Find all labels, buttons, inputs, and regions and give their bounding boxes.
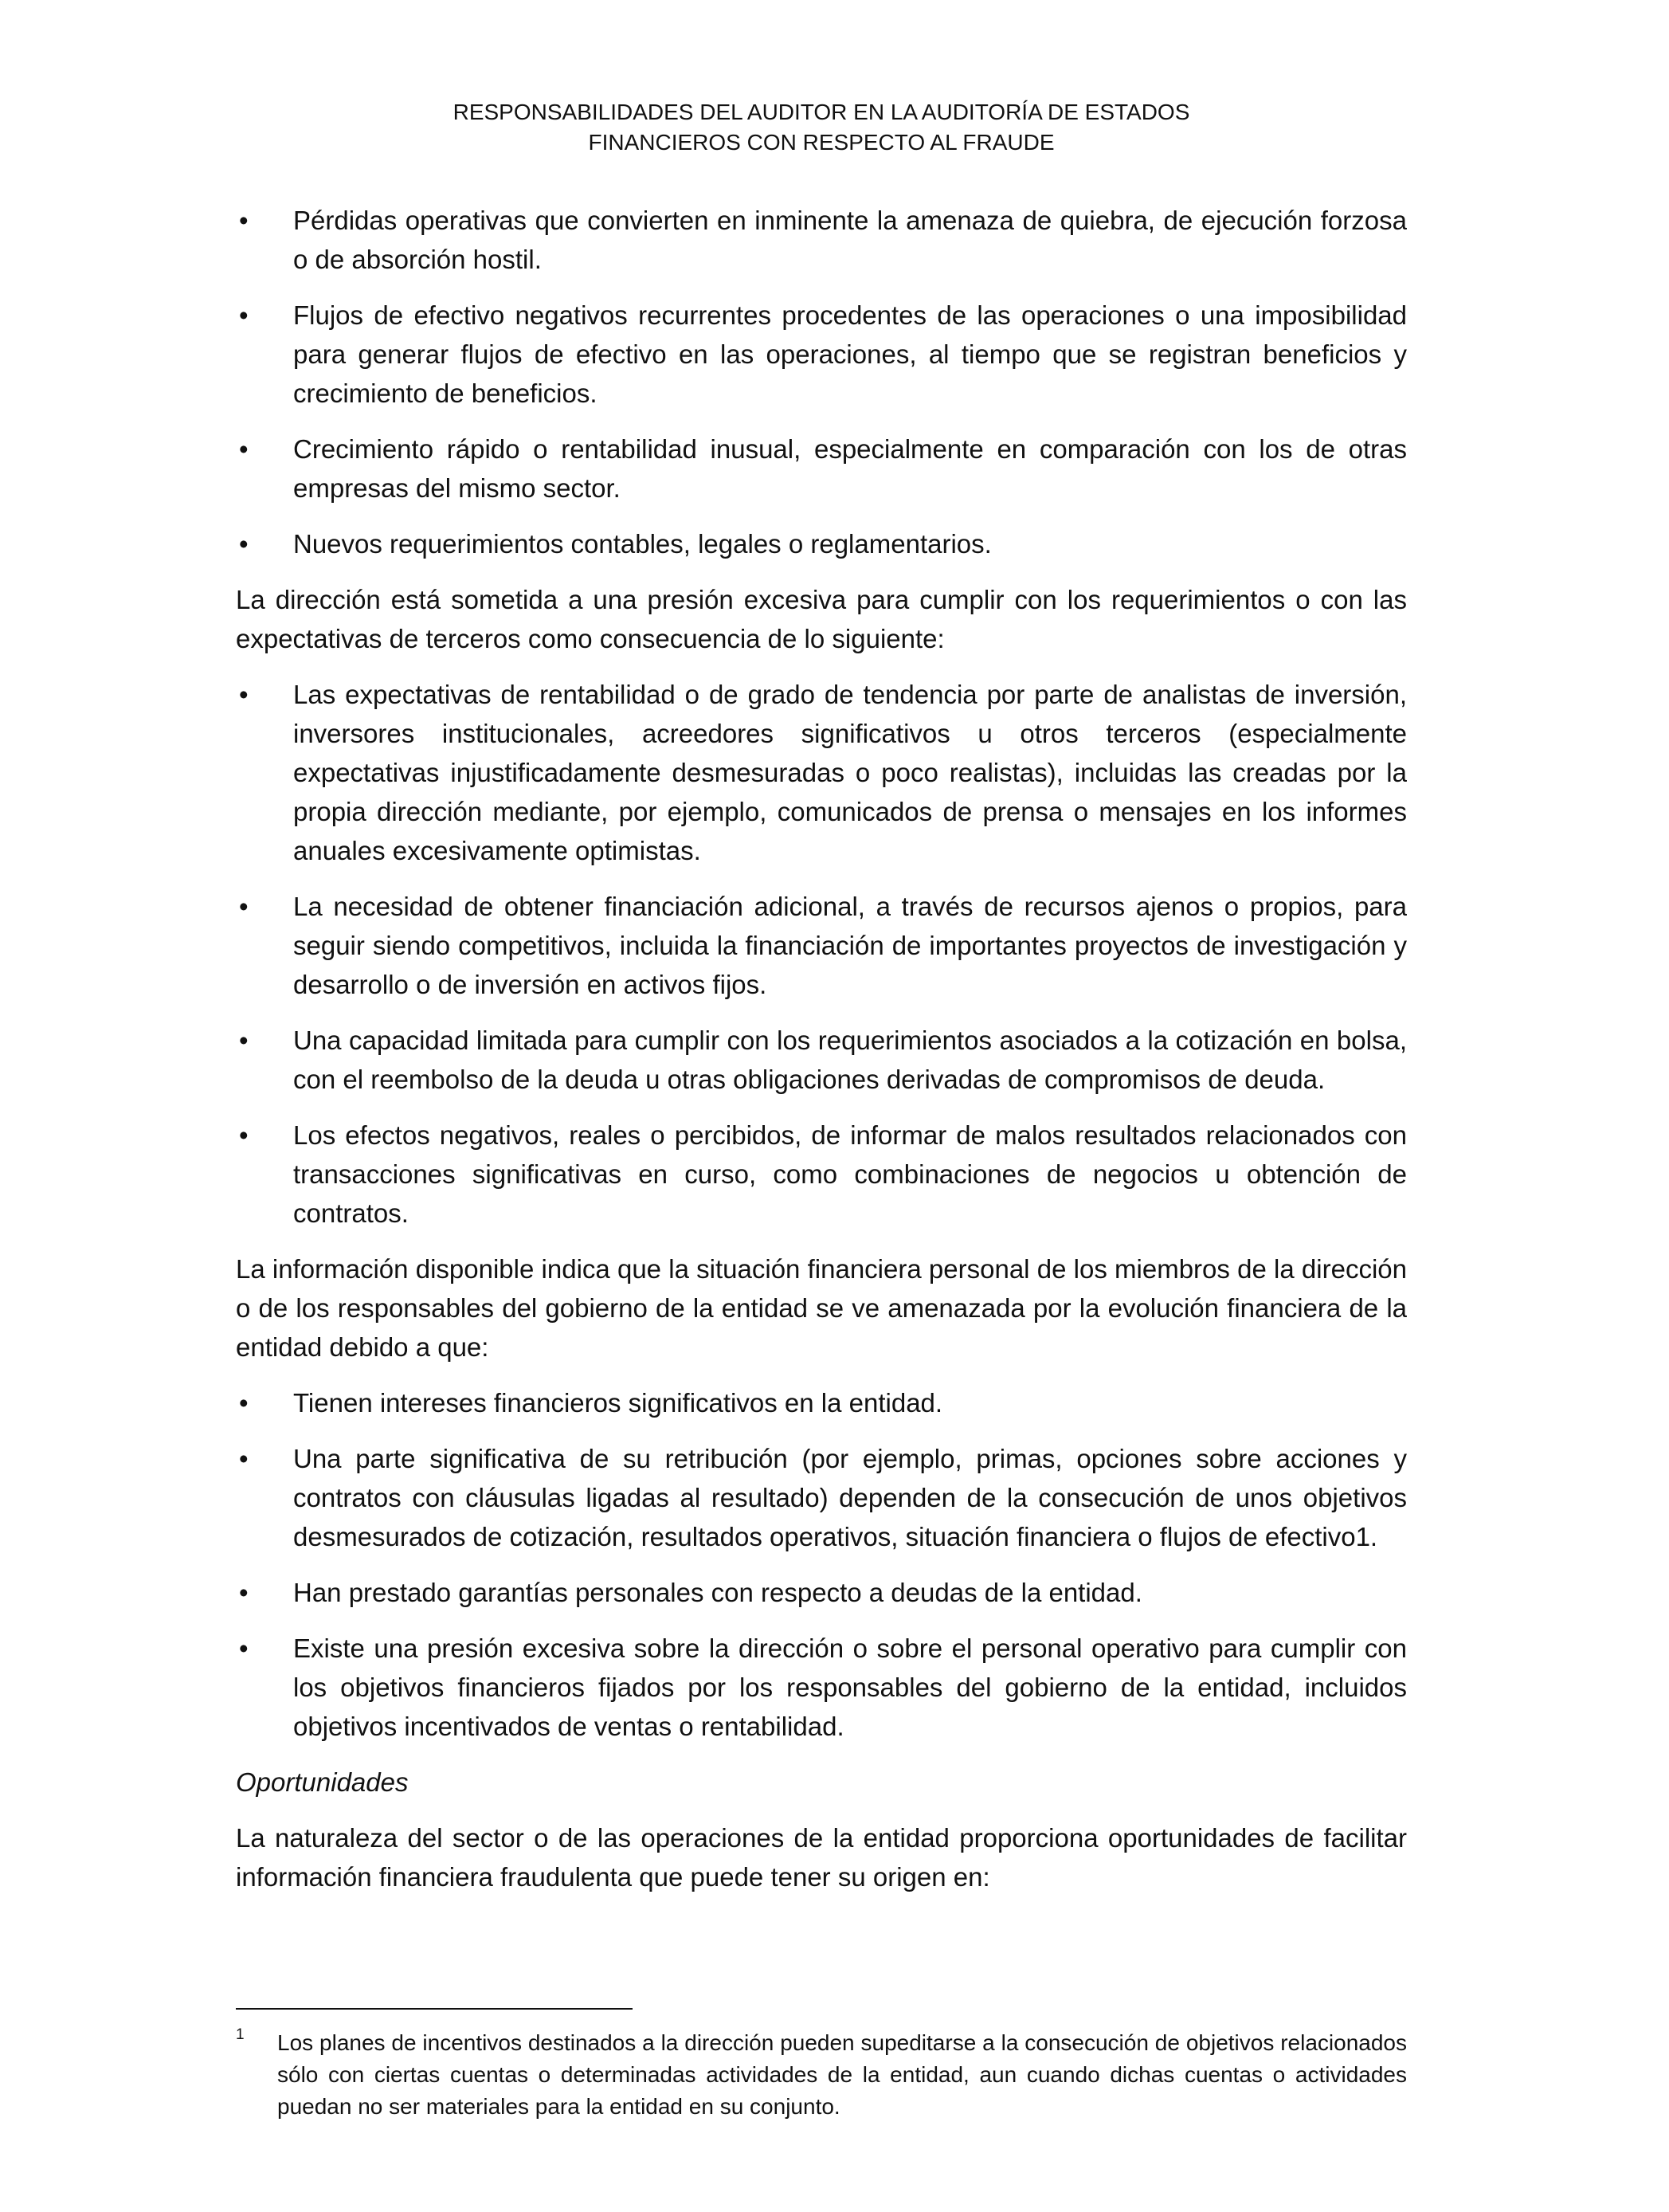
- footnote-text: Los planes de incentivos destinados a la dirección pueden supeditarse a la consecución de objetivos relacionados sólo con ciertas cuentas o determinadas actividades de la entidad, aun cuando dichas cuentas o actividades puedan no ser materiales para la entidad en su conjunto.: [277, 2030, 1407, 2119]
- list-item-text: Crecimiento rápido o rentabilidad inusual, especialmente en comparación con los de otras empresas del mismo sector.: [293, 434, 1407, 503]
- bullet-icon: •: [239, 1444, 249, 1473]
- list-item: [236, 1573, 1407, 1612]
- bullet-icon: •: [239, 529, 249, 559]
- bullet-icon: •: [239, 1120, 249, 1150]
- list-item-text: Flujos de efectivo negativos recurrentes procedentes de las operaciones o una imposibilidad para generar flujos de efectivo en las operaciones, al tiempo que se registran beneficios y crecimiento de beneficios.: [293, 300, 1407, 408]
- page-header: [236, 97, 1407, 158]
- list-item-text: Las expectativas de rentabilidad o de grado de tendencia por parte de analistas de inversión, inversores institucionales, acreedores significativos u otros terceros (especialmente expectativas injustificadamente desmesuradas o poco realistas), incluidas las creadas por la propia dirección mediante, por ejemplo, comunicados de prensa o mensajes en los informes anuales excesivamente optimistas.: [293, 680, 1407, 865]
- paragraph-management-pressure: La dirección está sometida a una presión excesiva para cumplir con los requerimientos o con las expectativas de terceros como consecuencia de lo siguiente:: [236, 585, 1407, 653]
- list-item: [236, 524, 1407, 563]
- list-item-text: Una capacidad limitada para cumplir con los requerimientos asociados a la cotización en bolsa, con el reembolso de la deuda u otras obligaciones derivadas de compromisos de deuda.: [293, 1026, 1407, 1094]
- list-item-text: Existe una presión excesiva sobre la dirección o sobre el personal operativo para cumplir con los objetivos financieros fijados por los responsables del gobierno de la entidad, incluidos objetivos incentivados de ventas o rentabilidad.: [293, 1634, 1407, 1741]
- list-item-text: Pérdidas operativas que convierten en inminente la amenaza de quiebra, de ejecución forzosa o de absorción hostil.: [293, 206, 1407, 274]
- bullet-list-third-party-expectations: [236, 675, 1407, 1233]
- bullet-icon: •: [239, 1026, 249, 1055]
- list-item-text: Han prestado garantías personales con respecto a deudas de la entidad.: [293, 1578, 1142, 1607]
- list-item: [236, 296, 1407, 413]
- bullet-icon: •: [239, 434, 249, 464]
- list-item: [236, 1021, 1407, 1099]
- header-line-1: RESPONSABILIDADES DEL AUDITOR EN LA AUDITORÍA DE ESTADOS: [453, 100, 1190, 124]
- bullet-list-pressure-factors: [236, 201, 1407, 563]
- list-item: [236, 675, 1407, 870]
- footnote-number: 1: [236, 2026, 245, 2043]
- list-item-text: Nuevos requerimientos contables, legales o reglamentarios.: [293, 529, 992, 559]
- section-heading-oportunidades: Oportunidades: [236, 1767, 409, 1797]
- bullet-icon: •: [239, 1634, 249, 1663]
- paragraph-opportunities: La naturaleza del sector o de las operaciones de la entidad proporciona oportunidades de facilitar información financiera fraudulenta que puede tener su origen en:: [236, 1823, 1407, 1892]
- bullet-icon: •: [239, 680, 249, 709]
- list-item: [236, 1629, 1407, 1746]
- list-item: [236, 1383, 1407, 1422]
- bullet-icon: •: [239, 892, 249, 921]
- list-item: [236, 201, 1407, 279]
- bullet-icon: •: [239, 206, 249, 235]
- list-item: [236, 887, 1407, 1004]
- footnote: [236, 2027, 1407, 2123]
- bullet-icon: •: [239, 1578, 249, 1607]
- list-item-text: Tienen intereses financieros significativos en la entidad.: [293, 1388, 943, 1418]
- footnote-separator: [236, 2008, 633, 2010]
- list-item: [236, 1116, 1407, 1233]
- list-item: [236, 429, 1407, 508]
- list-item: [236, 1439, 1407, 1556]
- bullet-icon: •: [239, 300, 249, 330]
- list-item-text: Una parte significativa de su retribución (por ejemplo, primas, opciones sobre acciones y contratos con cláusulas ligadas al resultado) dependen de la consecución de unos objetivos desmesurados de cotización, resultados operativos, situación financiera o flujos de efectivo1.: [293, 1444, 1407, 1551]
- list-item-text: La necesidad de obtener financiación adicional, a través de recursos ajenos o propios, para seguir siendo competitivos, incluida la financiación de importantes proyectos de investigación y desarrollo o de inversión en activos fijos.: [293, 892, 1407, 999]
- paragraph-personal-financial-situation: La información disponible indica que la situación financiera personal de los miembros de la dirección o de los responsables del gobierno de la entidad se ve amenazada por la evolución financiera de la entidad debido a que:: [236, 1254, 1407, 1362]
- list-item-text: Los efectos negativos, reales o percibidos, de informar de malos resultados relacionados con transacciones significativas en curso, como combinaciones de negocios u obtención de contratos.: [293, 1120, 1407, 1228]
- bullet-list-personal-interests: [236, 1383, 1407, 1746]
- bullet-icon: •: [239, 1388, 249, 1418]
- document-body: [236, 201, 1407, 1913]
- header-line-2: FINANCIEROS CON RESPECTO AL FRAUDE: [588, 130, 1055, 155]
